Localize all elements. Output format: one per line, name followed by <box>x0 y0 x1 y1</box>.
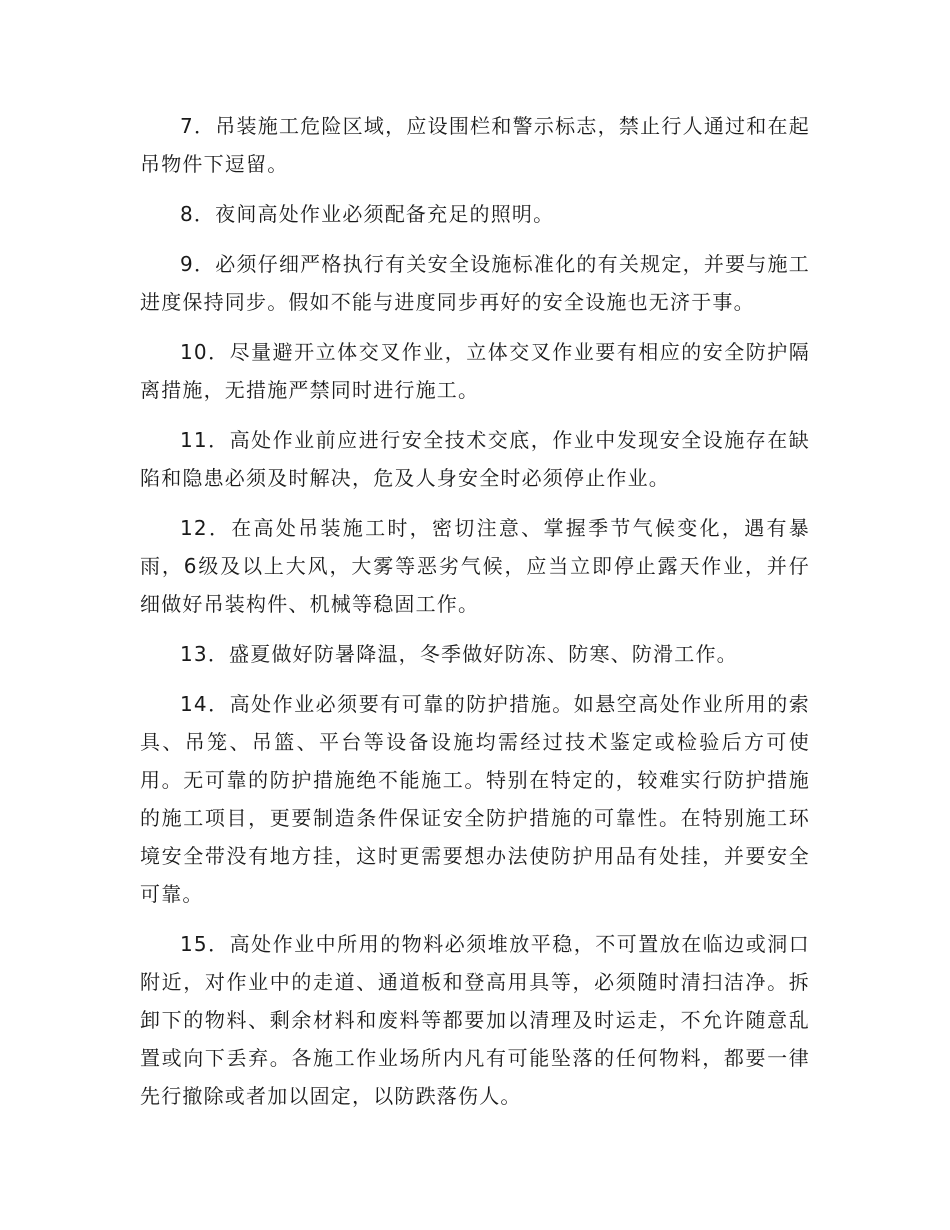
paragraph-item-13: 13．盛夏做好防暑降温，冬季做好防冻、防寒、防滑工作。 <box>180 642 738 666</box>
paragraph-item-11: 11．高处作业前应进行安全技术交底，作业中发现安全设施存在缺陷和隐患必须及时解决，危及人身安全时必须停止作业。 <box>140 428 810 490</box>
document-body <box>140 107 810 1127</box>
paragraph-item-12: 12．在高处吊装施工时，密切注意、掌握季节气候变化，遇有暴雨，6级及以上大风，大雾等恶劣气候，应当立即停止露天作业，并仔细做好吊装构件、机械等稳固工作。 <box>140 516 810 616</box>
paragraph-item-7: 7．吊装施工危险区域，应设围栏和警示标志，禁止行人通过和在起吊物件下逗留。 <box>140 114 810 176</box>
paragraph-item-15: 15．高处作业中所用的物料必须堆放平稳，不可置放在临边或洞口附近，对作业中的走道、通道板和登高用具等，必须随时清扫洁净。拆卸下的物料、剩余材料和废料等都要加以清理及时运走，不允许随意乱置或向下丢弃。各施工作业场所内凡有可能坠落的任何物料，都要一律先行撤除或者加以固定，以防跌落伤人。 <box>140 932 810 1108</box>
paragraph-item-8: 8．夜间高处作业必须配备充足的照明。 <box>180 202 555 226</box>
paragraph-item-14: 14．高处作业必须要有可靠的防护措施。如悬空高处作业所用的索具、吊笼、吊篮、平台等设备设施均需经过技术鉴定或检验后方可使用。无可靠的防护措施绝不能施工。特别在特定的，较难实行防护措施的施工项目，更要制造条件保证安全防护措施的可靠性。在特别施工环境安全带没有地方挂，这时更需要想办法使防护用品有处挂，并要安全可靠。 <box>140 692 810 906</box>
paragraph-item-9: 9．必须仔细严格执行有关安全设施标准化的有关规定，并要与施工进度保持同步。假如不能与进度同步再好的安全设施也无济于事。 <box>140 252 810 314</box>
paragraph-item-10: 10．尽量避开立体交叉作业，立体交叉作业要有相应的安全防护隔离措施，无措施严禁同时进行施工。 <box>140 340 810 402</box>
